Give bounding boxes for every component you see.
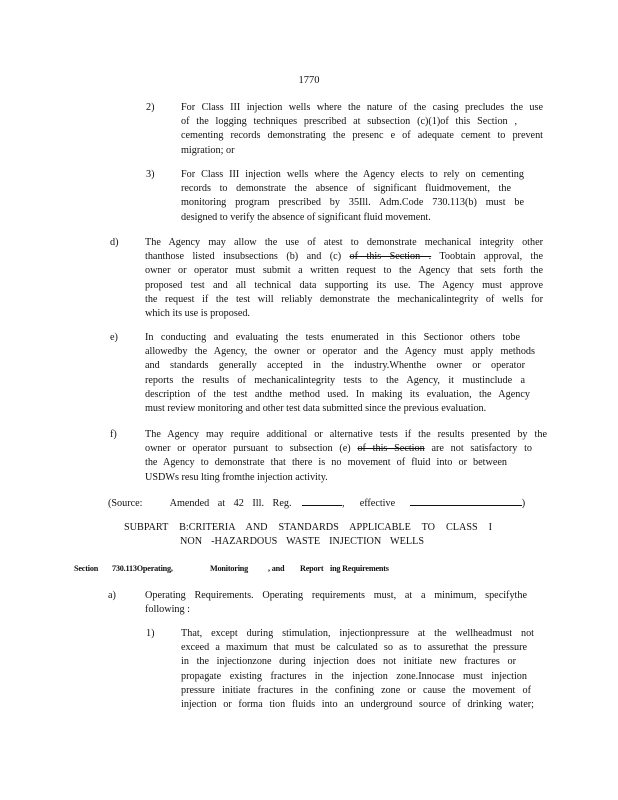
text-line: must review monitoring and other test data submitted since the previous evaluation. bbox=[145, 403, 487, 415]
page-number: 1770 bbox=[298, 75, 320, 86]
source-label: (Source: bbox=[108, 498, 143, 509]
text-line: designed to verify the absence of significant fluid movement. bbox=[181, 211, 431, 223]
source-amended: Amended at 42 Ill. Reg. bbox=[169, 498, 292, 509]
item-3-text bbox=[181, 168, 524, 225]
item-label-e: e) bbox=[110, 332, 118, 343]
text-line: and standards generally accepted in the industry.Whenthe owner or operator bbox=[145, 360, 525, 372]
text-line: The Agency may require additional or alternative tests if the results presented by the bbox=[145, 429, 547, 440]
text-line: the request if the test will reliably demonstrate the mechanicalintegrity of wells for bbox=[145, 293, 543, 305]
struck-text: of this Section . bbox=[349, 251, 432, 263]
item-label-d: d) bbox=[110, 237, 119, 248]
item-2-text bbox=[181, 101, 543, 158]
section-and: , and bbox=[268, 564, 285, 573]
text-fragment: thanthose listed insubsections (b) and (c) bbox=[145, 251, 342, 263]
section-number-title: 730.113Operating, bbox=[112, 564, 173, 573]
text-line: pressure initiate fractures in the confining zone or cause the movement of bbox=[181, 684, 531, 696]
text-fragment: are not satisfactory to bbox=[431, 443, 533, 455]
item-f-text bbox=[145, 428, 547, 485]
text-line: injection or forma tion fluids into an underground source of drinking water; bbox=[181, 699, 534, 711]
text-line: of the logging techniques prescribed at subsection (c)(1)of this Section , bbox=[181, 116, 517, 128]
item-label-f: f) bbox=[110, 429, 117, 440]
text-line: allowedby the Agency, the owner or operator and the Agency must apply methods bbox=[145, 346, 535, 358]
subpart-heading-line1: SUBPART B:CRITERIA AND STANDARDS APPLICABLE TO CLASS I bbox=[124, 522, 492, 533]
item-a-text bbox=[145, 589, 527, 617]
text-line: records to demonstrate the absence of significant fluidmovement, the bbox=[181, 183, 511, 195]
text-line: which its use is proposed. bbox=[145, 308, 250, 320]
text-line: Operating Requirements. Operating requirements must, at a minimum, specifythe bbox=[145, 590, 527, 601]
text-line: monitoring program prescribed by 35Ill. Adm.Code 730.113(b) must be bbox=[181, 197, 524, 209]
item-d-text bbox=[145, 236, 543, 321]
text-line: the Agency to demonstrate that there is no movement of fluid into or between bbox=[145, 457, 507, 469]
section-requirements: ing Requirements bbox=[330, 564, 389, 573]
source-comma: , bbox=[342, 498, 345, 509]
source-note bbox=[108, 496, 525, 511]
item-label-a: a) bbox=[108, 590, 116, 601]
text-line: That, except during stimulation, injectionpressure at the wellheadmust not bbox=[181, 628, 534, 639]
text-line: proposed test and all technical data supporting its use. The Agency must approve bbox=[145, 279, 543, 291]
text-line-with-strike bbox=[145, 250, 543, 264]
text-line: in the injectionzone during injection does not initiate new fractures or bbox=[181, 656, 516, 668]
text-line: In conducting and evaluating the tests enumerated in this Sectionor others tobe bbox=[145, 332, 520, 343]
text-line: The Agency may allow the use of atest to demonstrate mechanical integrity other bbox=[145, 237, 543, 248]
text-line: following : bbox=[145, 604, 190, 616]
source-effective: effective bbox=[359, 498, 396, 509]
item-label-a1: 1) bbox=[146, 628, 155, 639]
text-fragment: Toobtain approval, the bbox=[439, 251, 543, 263]
effective-date-blank bbox=[410, 496, 522, 506]
section-report: Report bbox=[300, 564, 324, 573]
source-close: ) bbox=[521, 498, 526, 509]
text-line: exceed a maximum that must be calculated so as to assurethat the pressure bbox=[181, 642, 527, 654]
item-label-2: 2) bbox=[146, 102, 155, 113]
text-line: description of the test andthe method used. In making its evaluation, the Agency bbox=[145, 388, 530, 400]
text-line: For Class III injection wells where the nature of the casing precludes the use bbox=[181, 102, 543, 113]
register-blank bbox=[302, 496, 342, 506]
subpart-heading-line2: NON -HAZARDOUS WASTE INJECTION WELLS bbox=[180, 536, 424, 547]
item-a1-text bbox=[181, 627, 534, 712]
item-label-3: 3) bbox=[146, 169, 155, 180]
text-line: reports the results of mechanicalintegrity tests to the Agency, it mustinclude a bbox=[145, 374, 525, 386]
item-e-text bbox=[145, 331, 535, 416]
section-word: Section bbox=[74, 564, 99, 573]
text-fragment: owner or operator pursuant to subsection (e) bbox=[145, 443, 351, 455]
text-line-with-strike bbox=[145, 442, 532, 456]
text-line: owner or operator must submit a written request to the Agency that sets forth the bbox=[145, 265, 543, 277]
section-monitoring: Monitoring bbox=[210, 564, 249, 573]
text-line: For Class III injection wells where the Agency elects to rely on cementing bbox=[181, 169, 524, 180]
text-line: propagate existing fractures in the injection zone.Innocase must injection bbox=[181, 670, 527, 682]
text-line: migration; or bbox=[181, 144, 235, 156]
struck-text: of this Section bbox=[357, 443, 425, 455]
text-line: cementing records demonstrating the presenc e of adequate cement to prevent bbox=[181, 130, 543, 142]
text-line: USDWs resu lting fromthe injection activity. bbox=[145, 471, 328, 483]
